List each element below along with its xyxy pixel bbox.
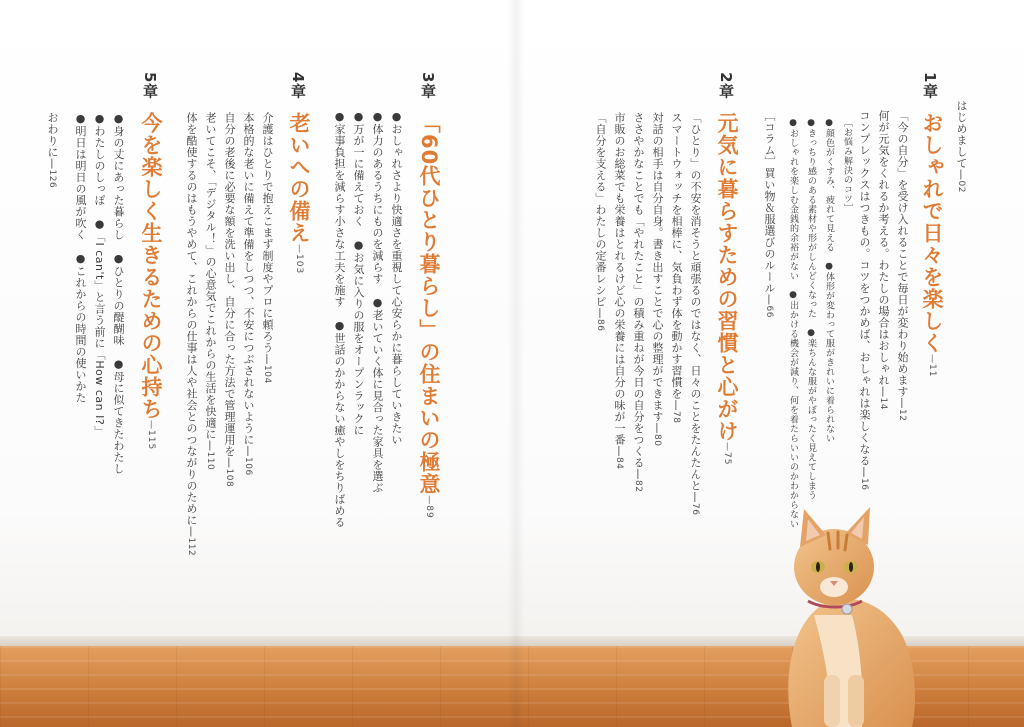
chapter-4-line-4[interactable]: 老いてこそ、「デジタル！」の心意気でこれからの生活を快適に—110 — [204, 112, 217, 471]
chapter-2-title[interactable]: 元気に暮らすための習慣と心がけ—75 — [715, 112, 739, 466]
chapter-2-line-6[interactable]: 「自分を支える」わたしの定番レシピ—86 — [594, 112, 607, 332]
chapter-5-line-2[interactable]: ●わたしのしっぽ ●「I can't」と言う前に「How can I?」 — [93, 112, 106, 437]
chapter-4-page: 103 — [294, 254, 304, 275]
chapter-2-page: 75 — [722, 452, 732, 466]
chapter-3-line-2[interactable]: ●体力のあるうちにものを減らす ●老いていく体に見合った家具を選ぶ — [371, 110, 384, 494]
chapter-1-page: 11 — [927, 364, 937, 378]
chapter-2-number: 2章 — [717, 72, 735, 100]
intro-entry[interactable]: はじめまして—02 — [955, 100, 968, 193]
chapter-5-title[interactable]: 今を楽しく生きるための心持ち—115 — [139, 112, 163, 451]
outro-label: おわりに — [46, 112, 59, 158]
chapter-1-tip-2: ●きっちり感のある素材や形がしんどくなった ●楽ちんな服がやぼったく見えてしまう — [806, 118, 816, 500]
chapter-4-title[interactable]: 老いへの備え—103 — [287, 112, 311, 275]
chapter-3-title[interactable]: 「60代ひとり暮らし」の住まいの極意—89 — [417, 112, 441, 519]
chapter-4-line-5[interactable]: 体を酷使するのはもうやめて、これからの仕事は人や社会とのつながりのために—112 — [185, 112, 198, 557]
chapter-2-line-5[interactable]: 市販のお総菜でも栄養はとれるけど心の栄養には自分の味が一番—84 — [613, 112, 626, 470]
cat-photo — [752, 505, 922, 727]
chapter-5-line-1[interactable]: ●身の丈にあった暮らし ●ひとりの醍醐味 ●母に似てきたわたし — [112, 112, 125, 475]
chapter-1-number: 1章 — [921, 72, 939, 100]
intro-page: 02 — [956, 180, 966, 193]
chapter-1-line-1[interactable]: 「今の自分」を受け入れることで毎日が変わり始めます—12 — [896, 110, 909, 422]
intro-label: はじめまして — [955, 100, 968, 169]
chapter-3-line-4[interactable]: ●家事負担を減らす小さな工夫を施す ●世話のかからない癒やしをちりばめる — [333, 110, 346, 528]
chapter-4-number: 4章 — [289, 72, 307, 100]
chapter-4-line-1[interactable]: 介護はひとりで抱えこまず制度やプロに頼ろう—104 — [261, 112, 274, 384]
chapter-1-tip-3: ●おしゃれを楽しむ金銭的余裕がない ●出かける機会が減り、何を着たらいいのかわからない — [788, 118, 798, 529]
outro-entry[interactable]: おわりに—126 — [46, 112, 59, 189]
chapter-3-line-3[interactable]: ●万が一に備えておく ●お気に入りの服をオープンラックに — [352, 110, 365, 436]
chapter-1-line-2[interactable]: 何が元気をくれるか考える。わたしの場合はおしゃれ—14 — [877, 110, 890, 410]
chapter-4-line-3[interactable]: 自分の老後に必要な額を洗い出し、自分に合った方法で管理運用を—108 — [223, 112, 236, 488]
book-gutter — [508, 0, 524, 727]
chapter-3-line-1[interactable]: ●おしゃれさより快適さを重視して心安らかに暮らしていきたい — [390, 110, 403, 446]
chapter-1-tip-1: ●顔色がくすみ、疲れて見える ●体形が変わって服がきれいに着られない — [824, 118, 834, 443]
chapter-1-line-3[interactable]: コンプレックスはつきもの。コツをつかめば、おしゃれは楽しくなる—16 — [858, 110, 871, 491]
chapter-4-line-2[interactable]: 本格的な老いに備えて準備をしつつ、不安につぶされないように—106 — [242, 112, 255, 476]
chapter-3-number: 3章 — [419, 72, 437, 100]
outro-page: 126 — [47, 169, 57, 189]
chapter-5-line-3[interactable]: ●明日は明日の風が吹く ●これからの時間の使いかた — [74, 112, 87, 404]
chapter-5-page: 115 — [146, 430, 156, 451]
chapter-1-tips-heading: ［お悩み解決のコツ］ — [842, 118, 852, 213]
chapter-1-column[interactable]: ［コラム］買い物＆服選びのルール—66 — [763, 110, 776, 318]
chapter-2-line-2[interactable]: スマートウォッチを相棒に、気負わず体を動かす習慣を—78 — [670, 112, 683, 424]
chapter-2-line-3[interactable]: 対話の相手は自分自身。書き出すことで心の整理ができます—80 — [651, 112, 664, 447]
chapter-2-line-1[interactable]: 「ひとり」の不安を消そうと頑張るのではなく、日々のことをたんたんと—76 — [689, 112, 702, 516]
chapter-1-title[interactable]: おしゃれで日々を楽しく—11 — [920, 112, 944, 378]
chapter-2-line-4[interactable]: ささやかなことでも「やれたこと」の積み重ねが今日の自分をつくる—82 — [632, 112, 645, 493]
chapter-5-number: 5章 — [141, 72, 159, 100]
chapter-3-page: 89 — [424, 505, 434, 519]
